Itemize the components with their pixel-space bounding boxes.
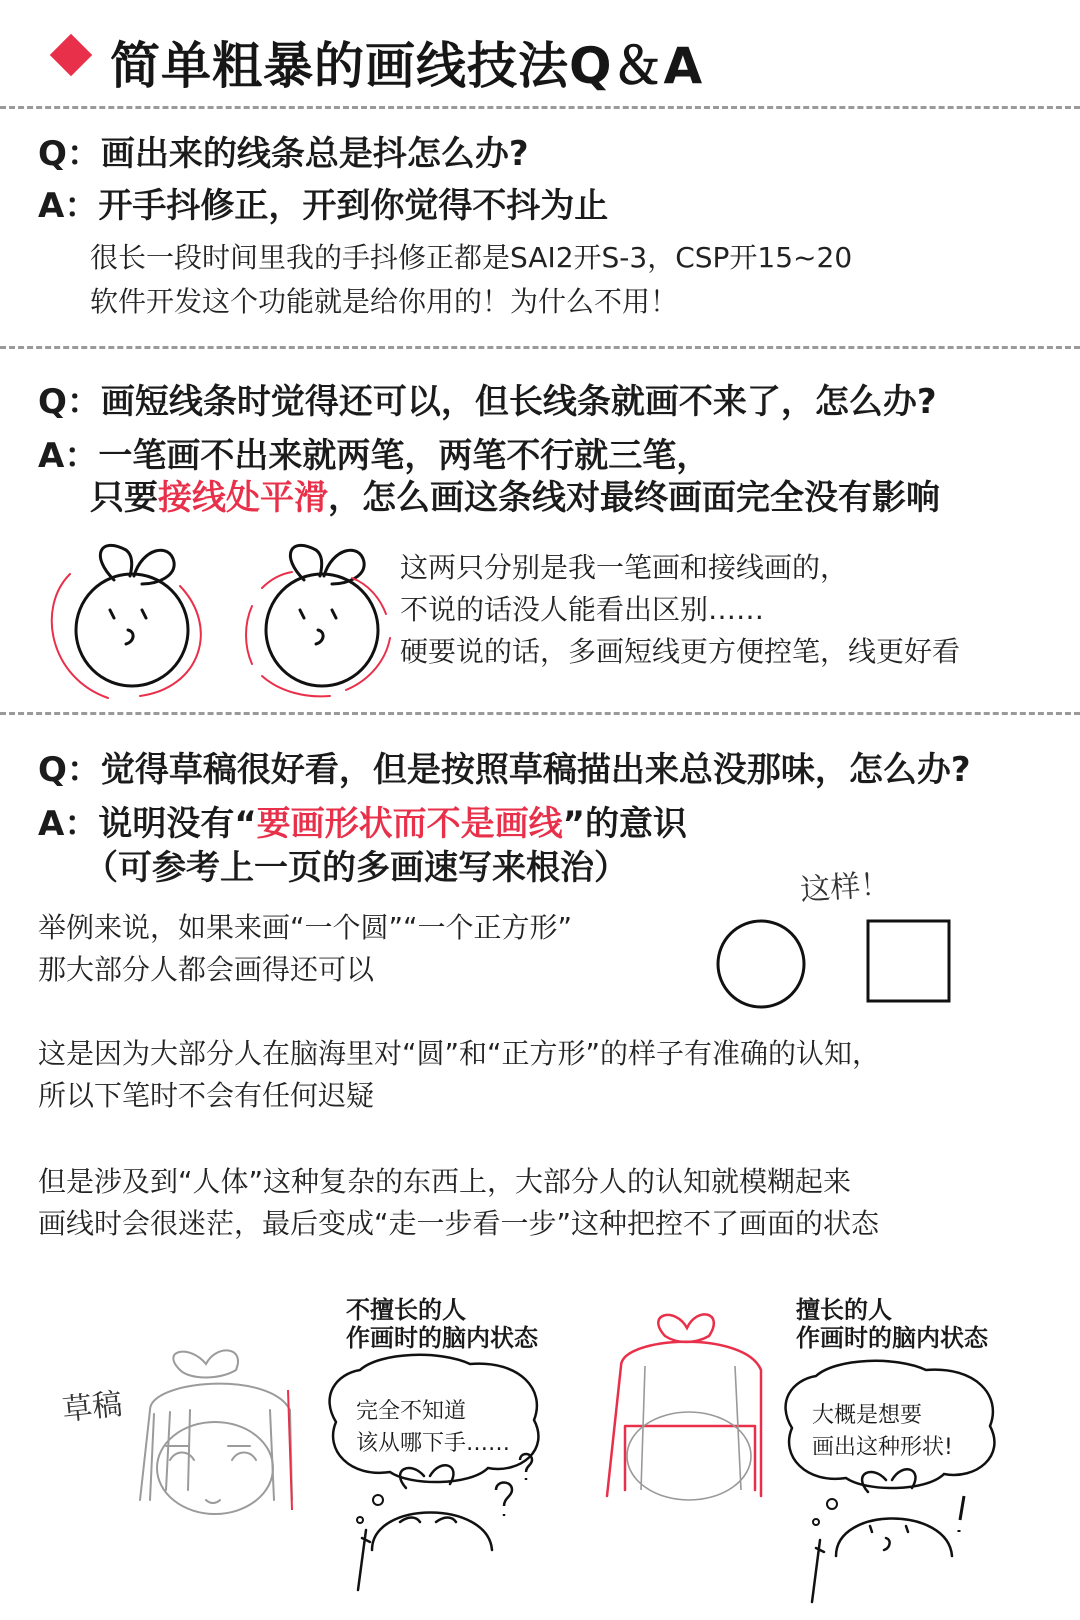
bunny-comparison-illustration xyxy=(30,528,410,698)
draft-label: 草稿 xyxy=(60,1386,125,1429)
qa2-note-3: 硬要说的话，多画短线更方便控笔，线更好看 xyxy=(400,635,961,668)
good-bunny xyxy=(812,1469,952,1602)
qa2-note-1: 这两只分别是我一笔画和接线画的， xyxy=(400,551,849,584)
qa3-answer-post: ”的意识 xyxy=(562,804,688,844)
good-bubble-text xyxy=(812,1400,953,1464)
qa1-note-2: 软件开发这个功能就是给你用的！为什么不用！ xyxy=(90,285,679,318)
qa1-answer: A：开手抖修正，开到你觉得不抖为止 xyxy=(38,186,609,226)
good-title-line-1: 擅长的人 xyxy=(796,1296,892,1324)
good-title-line-2: 作画时的脑内状态 xyxy=(796,1324,988,1352)
bad-title-line-1: 不擅长的人 xyxy=(346,1296,466,1324)
qa2-answer-post: ，怎么画这条线对最终画面完全没有影响 xyxy=(328,478,940,518)
bad-bubble-line-1: 完全不知道 xyxy=(356,1399,467,1424)
qa1-note-1: 很长一段时间里我的手抖修正都是SAI2开S-3，CSP开15~20 xyxy=(90,241,853,274)
bunny-joined-stroke xyxy=(266,545,378,686)
good-thought-illustration xyxy=(776,1356,1006,1616)
bad-title-line-2: 作画时的脑内状态 xyxy=(346,1324,538,1352)
qa3-para-2-line-1: 这是因为大部分人在脑海里对“圆”和“正方形”的样子有准确的认知， xyxy=(38,1037,881,1070)
bad-bunny xyxy=(358,1465,492,1590)
divider xyxy=(0,712,1080,715)
good-thought-dot xyxy=(813,1519,819,1525)
bunny-one-stroke-arrow xyxy=(52,574,201,698)
qa3-question: Q：觉得草稿很好看，但是按照草稿描出来总没那味，怎么办? xyxy=(38,750,971,790)
bad-thought-illustration xyxy=(320,1350,550,1620)
exclamation-icon xyxy=(959,1496,964,1532)
bad-bubble-text xyxy=(356,1396,510,1460)
qa3-answer-line-2: （可参考上一页的多画速写来根治） xyxy=(84,848,628,888)
qa3-para-1-line-1: 举例来说，如果来画“一个圆”“一个正方形” xyxy=(38,911,573,944)
qa2-note-2: 不说的话没人能看出区别…… xyxy=(400,593,765,626)
good-bubble-line-2: 画出这种形状! xyxy=(812,1435,953,1460)
qa3-answer-pre: A：说明没有“ xyxy=(38,804,257,844)
divider xyxy=(0,346,1080,349)
bad-title xyxy=(346,1296,538,1352)
qa3-answer xyxy=(38,796,687,845)
bad-thought-dot xyxy=(357,1517,363,1523)
good-thought-dot xyxy=(827,1499,837,1509)
good-title xyxy=(796,1296,988,1352)
bad-bubble-line-2: 该从哪下手…… xyxy=(356,1431,511,1456)
draft-sketch-illustration xyxy=(120,1350,320,1550)
circle-square-illustration xyxy=(715,915,965,1015)
circle-shape xyxy=(718,921,804,1007)
qa3-para-2-line-2: 所以下笔时不会有任何迟疑 xyxy=(38,1079,375,1112)
hand-label-like-this: 这样！ xyxy=(799,866,892,909)
qa2-answer-line-2 xyxy=(90,470,940,519)
qa3-para-3-line-2: 画线时会很迷茫，最后变成“走一步看一步”这种把控不了画面的状态 xyxy=(38,1207,880,1240)
bad-thought-dot xyxy=(373,1495,383,1505)
qa2-answer-highlight: 接线处平滑 xyxy=(158,478,328,518)
qa3-para-1-line-2: 那大部分人都会画得还可以 xyxy=(38,953,375,986)
qa2-question: Q：画短线条时觉得还可以，但长线条就画不来了，怎么办? xyxy=(38,382,937,422)
question-mark-icon xyxy=(496,1483,512,1517)
qa2-answer-line-1: A：一笔画不出来就两笔，两笔不行就三笔， xyxy=(38,436,711,476)
qa1-question: Q：画出来的线条总是抖怎么办? xyxy=(38,134,529,174)
title-diamond-icon xyxy=(50,34,92,76)
qa2-answer-pre: 只要 xyxy=(90,478,158,518)
divider xyxy=(0,106,1080,109)
good-bubble-line-1: 大概是想要 xyxy=(812,1403,923,1428)
square-shape xyxy=(868,921,949,1001)
page-title: 简单粗暴的画线技法Q＆A xyxy=(110,37,704,95)
bunny-one-stroke xyxy=(76,545,188,686)
qa3-para-3-line-1: 但是涉及到“人体”这种复杂的东西上，大部分人的认知就模糊起来 xyxy=(38,1165,852,1198)
clean-lineart-illustration xyxy=(585,1306,785,1516)
qa3-answer-highlight: 要画形状而不是画线 xyxy=(256,804,563,844)
